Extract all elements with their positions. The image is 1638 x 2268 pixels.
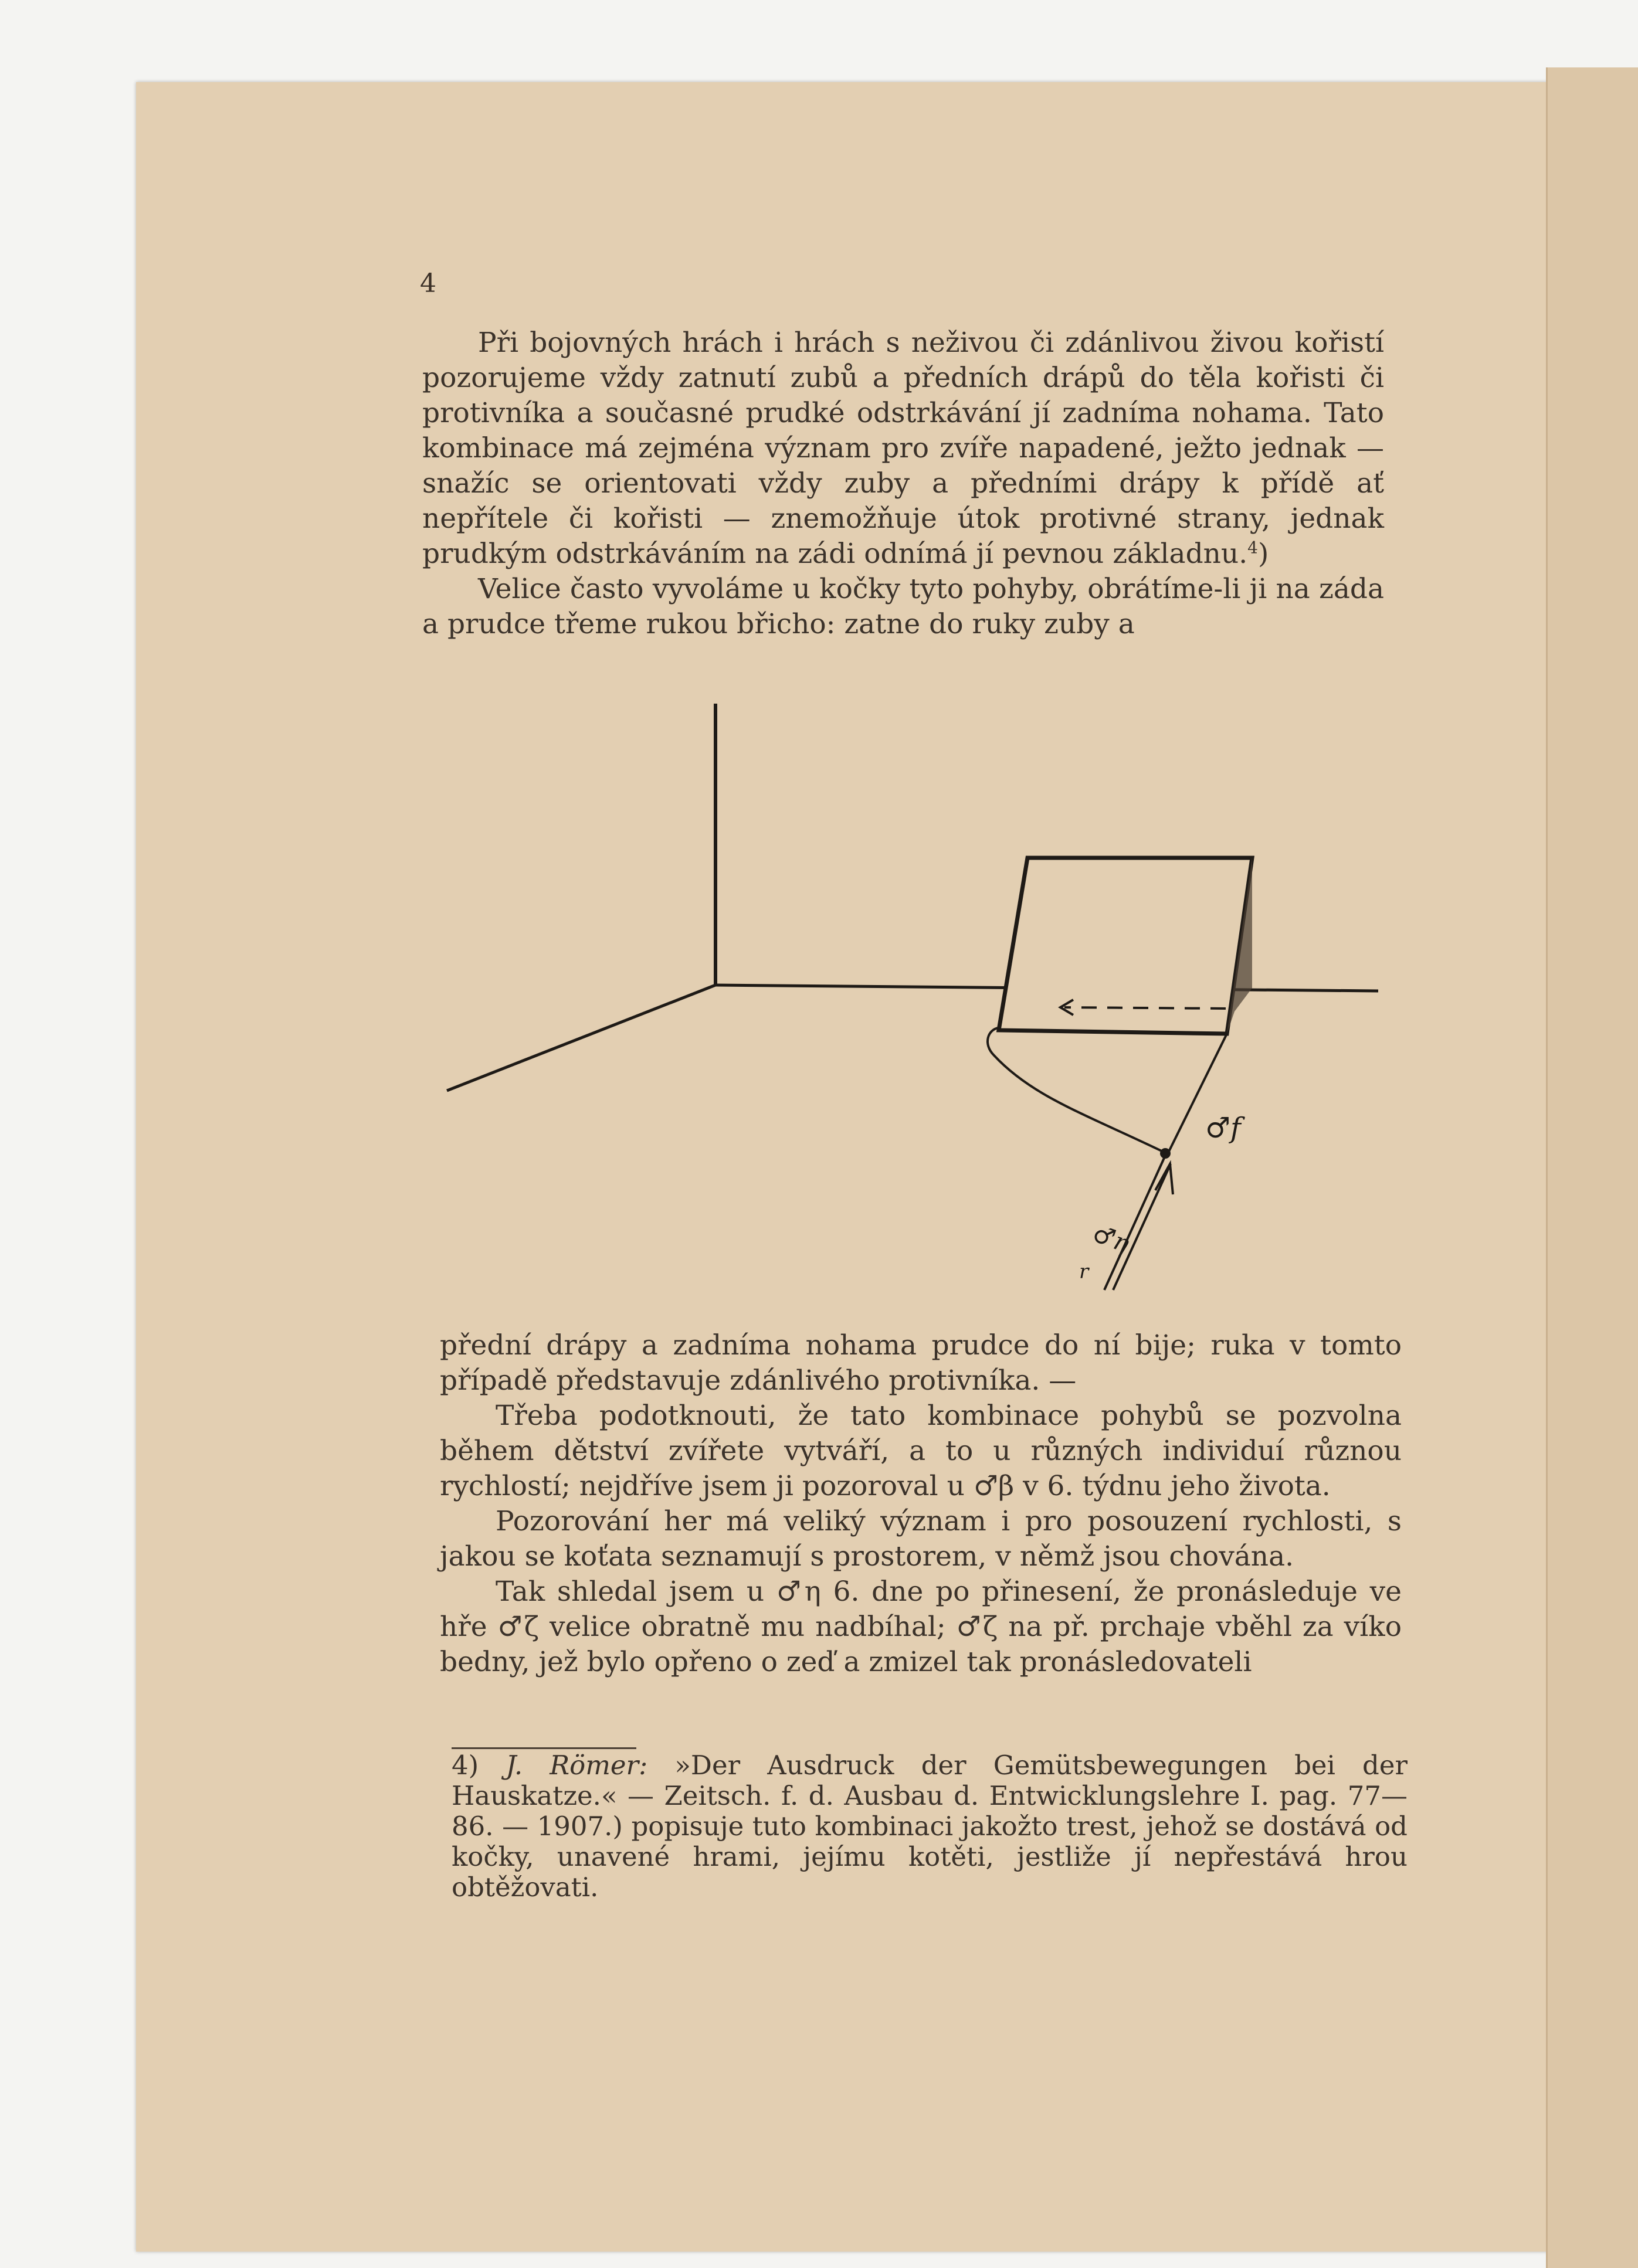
- footnote-marker: 4): [452, 1750, 506, 1781]
- paragraph-1-end: ): [1257, 538, 1269, 570]
- paragraph-4: Třeba podotknouti, že tato kombinace pohybů se pozvolna během dětství zvířete vytváří, a to u různých individuí různou rychlostí; nejdříve jsem ji pozoroval u ♂β v 6. týdnu jeho života.: [440, 1400, 1402, 1502]
- paragraph-1-text: Při bojovných hrách i hrách s neživou či zdánlivou živou kořistí pozorujeme vždy zatnutí zubů a předních drápů do těla kořisti či protivníka a současné prudké odstrkávání jí zadníma nohama. Tato kombinace má zejména význam pro zvíře napadené, ježto jednak — snažíc se orientovati vždy zuby a předními drápy k přídě ať nepřítele či kořisti — znemožňuje útok protivné strany, jednak prudkým odstrkáváním na zádi odnímá jí pevnou základnu.: [422, 327, 1384, 570]
- meeting-point: [1160, 1148, 1171, 1159]
- footnote-text: [452, 1750, 1408, 1903]
- label-eta: ♂η: [1088, 1218, 1134, 1258]
- curved-path: [988, 1028, 1164, 1152]
- page-number: 4: [420, 269, 436, 298]
- label-f: ♂f: [1205, 1112, 1241, 1145]
- top-text-block: [422, 325, 1384, 642]
- diagram-svg: [411, 692, 1408, 1308]
- floor-diagonal-edge: [447, 985, 715, 1091]
- footnote-reference: 4: [1247, 538, 1258, 558]
- footnote-author: J. Römer:: [506, 1750, 648, 1781]
- label-small: r: [1079, 1260, 1089, 1284]
- footnote-body: »Der Ausdruck der Gemütsbewegungen bei der Hauskatze.« — Zeitsch. f. d. Ausbau d. Entwicklungslehre I. pag. 77—86. — 1907.) popisuje tuto kombinaci jakožto trest, jehož se dostává od kočky, unavené hrami, jejímu kotěti, jestliže jí nepřestává hrou obtěžovati.: [452, 1750, 1408, 1903]
- paragraph-1: [422, 325, 1384, 572]
- paragraph-5: Pozorování her má veliký význam i pro posouzení rychlosti, s jakou se koťata seznamují s prostorem, v němž jsou chována.: [440, 1505, 1402, 1573]
- footnote: [452, 1750, 1408, 1903]
- paragraph-6: Tak shledal jsem u ♂η 6. dne po přinesení, že pronásleduje ve hře ♂ζ velice obratně mu nadbíhal; ♂ζ na př. prchaje vběhl za víko bedny, jež bylo opřeno o zeď a zmizel tak pronásledovateli: [440, 1576, 1402, 1678]
- footnote-divider: [452, 1747, 636, 1749]
- adjacent-page-edge: [1546, 67, 1638, 2268]
- figure-diagram: [411, 692, 1408, 1308]
- paragraph-3: přední drápy a zadníma nohama prudce do ní bije; ruka v tomto případě představuje zdánlivého protivníka. —: [440, 1329, 1402, 1397]
- bottom-text-block: [440, 1328, 1402, 1680]
- paragraph-2: Velice často vyvoláme u kočky tyto pohyby, obrátíme-li ji na záda a prudce třeme rukou břicho: zatne do ruky zuby a: [422, 573, 1384, 640]
